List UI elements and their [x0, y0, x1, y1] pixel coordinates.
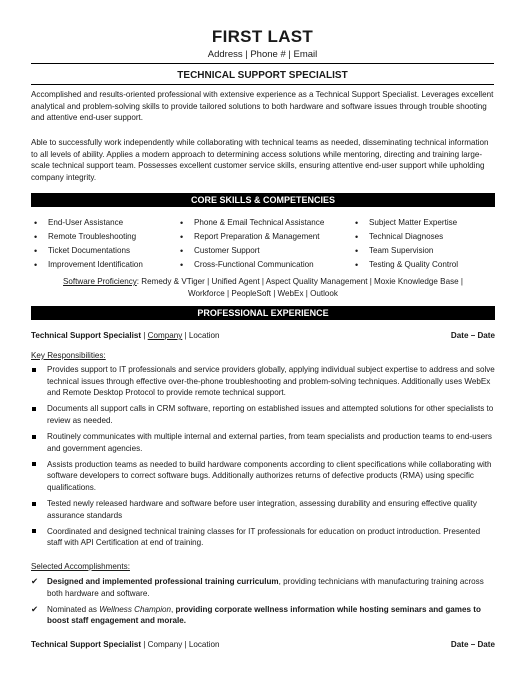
skill-item: • End-User Assistance — [31, 216, 143, 230]
skills-heading: CORE SKILLS & COMPETENCIES — [31, 193, 495, 207]
skill-item: • Team Supervision — [352, 244, 458, 258]
accomplishment-item — [31, 604, 495, 627]
responsibility-item: Coordinated and designed technical training classes for IT professionals for education on product introduction. Presented staff with API Certification at end of training. — [31, 526, 495, 549]
header-divider — [31, 63, 494, 64]
candidate-name: FIRST LAST — [211, 27, 314, 46]
responsibilities-list — [31, 364, 495, 553]
title-divider — [31, 84, 494, 85]
accomplishment-highlight: providing corporate wellness information while hosting seminars and games to boost staff engagement and morale. — [47, 604, 481, 626]
skill-item: • Remote Troubleshooting — [31, 230, 143, 244]
skill-item: • Customer Support — [177, 244, 324, 258]
checkmark-icon: ✔ — [31, 576, 39, 586]
job-2-dates: Date – Date — [450, 640, 495, 649]
accomplishments-label: Selected Accomplishments: — [31, 562, 130, 571]
accomplishment-highlight: Designed and implemented professional training curriculum — [47, 577, 279, 586]
skills-column-1 — [31, 216, 143, 272]
responsibility-item: Assists production teams as needed to build hardware components according to client specifications while collaborating with software developers to correct software bugs. Additionally authorizes returns of defective products (RMA) using specific qualifications. — [31, 459, 495, 494]
job-1-header — [31, 330, 495, 342]
summary-paragraph-1: Accomplished and results-oriented professional with extensive experience as a Technical Support Specialist. Leverages excellent analytical and problem-solving skills to provide tailored solutions to both hardware and software issues through trouble shooting and attentive end-user support. — [31, 90, 494, 123]
job-1-separator: | — [182, 331, 189, 340]
skills-column-3 — [352, 216, 458, 272]
skill-item: • Testing & Quality Control — [352, 258, 458, 272]
skill-item: • Cross-Functional Communication — [177, 258, 324, 272]
software-list-line-1: Remedy & VTiger | Unified Agent | Aspect Quality Management | Moxie Knowledge Base | — [139, 277, 463, 286]
software-list-line-2: Workforce | PeopleSoft | WebEx | Outlook — [188, 289, 338, 298]
accomplishments-list — [31, 576, 495, 631]
job-1-separator: | — [141, 331, 148, 340]
job-1-location: Location — [188, 331, 220, 340]
skill-item: • Phone & Email Technical Assistance — [177, 216, 324, 230]
skill-item: • Subject Matter Expertise — [352, 216, 458, 230]
software-proficiency — [31, 276, 495, 300]
responsibilities-label: Key Responsibilities: — [31, 351, 106, 360]
accomplishment-award: Wellness Champion — [99, 604, 172, 614]
job-1-title: Technical Support Specialist — [31, 331, 142, 340]
accomplishment-item — [31, 576, 495, 599]
responsibility-item: Documents all support calls in CRM software, reporting on established issues and attempted solutions for other specialists to review as needed. — [31, 403, 495, 426]
checkmark-icon: ✔ — [31, 603, 39, 614]
skill-item: • Improvement Identification — [31, 258, 143, 272]
job-2-title: Technical Support Specialist — [31, 640, 142, 649]
job-1-company: Company — [147, 331, 183, 340]
skills-column-2 — [177, 216, 324, 272]
job-1-dates: Date – Date — [450, 331, 495, 340]
job-2-header — [31, 639, 495, 651]
experience-heading: PROFESSIONAL EXPERIENCE — [31, 306, 495, 320]
accomplishment-text: Nominated as — [47, 604, 100, 614]
accomplishment-text: , providing technicians with manufacturing training across both hardware and software. — [47, 577, 484, 598]
skill-item: • Report Preparation & Management — [177, 230, 324, 244]
skill-item: • Technical Diagnoses — [352, 230, 458, 244]
responsibility-item: Routinely communicates with multiple internal and external parties, from team specialists and production teams to end-users and government agencies. — [31, 431, 495, 454]
responsibility-item: Tested newly released hardware and software before user integration, assessing durability and ensuring effective quality assurance standards — [31, 498, 495, 521]
responsibility-item: Provides support to IT professionals and service providers globally, applying individual subject expertise to address and solve technical issues through effective over-the-phone troubleshooting and problem-solving techniques. Additionally uses WebEx and Remote Desktop Protocol to provide remote technical support. — [31, 364, 495, 399]
contact-line: Address | Phone # | Email — [207, 49, 318, 60]
summary-paragraph-2: Able to successfully work independently while collaborating with technical teams as needed, disseminating technical information to all levels of ability. Applies a modern approach to determining access solutions while mentoring, directing and training large-scale technical support team. Possesses excellent customer service skills, ensuring attentive end-user support while upholding company integrity. — [31, 138, 489, 182]
accomplishment-text: , — [171, 604, 176, 614]
job-2-company-location: | Company | Location — [141, 640, 220, 649]
professional-title: TECHNICAL SUPPORT SPECIALIST — [177, 70, 348, 81]
software-label: Software Proficiency — [63, 277, 137, 286]
software-colon: : — [136, 277, 140, 286]
skill-item: • Ticket Documentations — [31, 244, 143, 258]
